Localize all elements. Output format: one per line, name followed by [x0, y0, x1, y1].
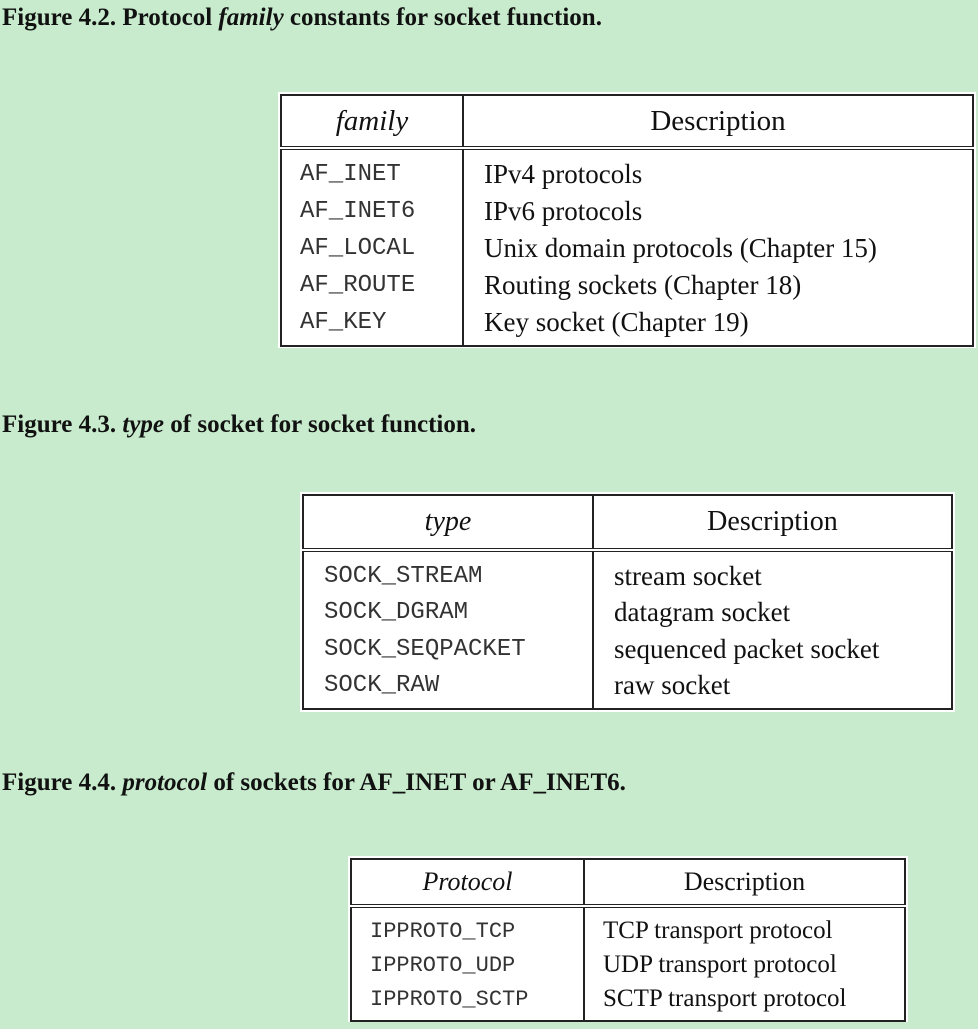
- column-header-type: type: [303, 495, 593, 550]
- caption-prefix: Figure 4.2. Protocol: [2, 4, 219, 31]
- caption-suffix: of sockets for AF_INET or AF_INET6.: [207, 769, 626, 796]
- figure-4-4-caption: [2, 768, 626, 798]
- table-row: [281, 193, 973, 230]
- table-row: [351, 982, 905, 1021]
- column-header-description: Description: [584, 859, 905, 906]
- table-row: [281, 148, 973, 193]
- description-cell: IPv4 protocols: [484, 159, 643, 189]
- constant-cell: SOCK_SEQPACKET: [303, 631, 593, 667]
- column-header-family: family: [281, 95, 463, 148]
- constant-cell: AF_ROUTE: [281, 267, 463, 304]
- constant-cell: AF_LOCAL: [281, 230, 463, 267]
- description-cell: Unix domain protocols (Chapter 15): [484, 233, 877, 263]
- constant-cell: AF_KEY: [281, 304, 463, 346]
- figure-4-2-caption: [2, 3, 602, 33]
- constant-cell: SOCK_STREAM: [303, 550, 593, 595]
- family-constants-table: [278, 92, 976, 348]
- table-row: [303, 667, 952, 709]
- caption-italic: protocol: [122, 769, 208, 796]
- table-row: [351, 906, 905, 948]
- socket-type-table: [300, 492, 955, 712]
- constant-cell: SOCK_RAW: [303, 667, 593, 709]
- description-cell: UDP transport protocol: [603, 951, 837, 978]
- description-cell: sequenced packet socket: [614, 633, 880, 664]
- table-row: [281, 230, 973, 267]
- table-row: [351, 948, 905, 982]
- constant-cell: IPPROTO_UDP: [351, 948, 584, 982]
- description-cell: Routing sockets (Chapter 18): [484, 270, 802, 300]
- caption-prefix: Figure 4.3.: [2, 411, 123, 438]
- constant-cell: AF_INET: [281, 148, 463, 193]
- description-cell: SCTP transport protocol: [603, 985, 847, 1012]
- table-row: [281, 267, 973, 304]
- description-cell: datagram socket: [614, 597, 791, 628]
- column-header-protocol: Protocol: [351, 859, 584, 906]
- constant-cell: IPPROTO_SCTP: [351, 982, 584, 1021]
- table-row: [281, 304, 973, 346]
- protocol-table: [348, 856, 908, 1022]
- constant-cell: IPPROTO_TCP: [351, 906, 584, 948]
- description-cell: Key socket (Chapter 19): [484, 307, 749, 337]
- column-header-description: Description: [463, 95, 973, 148]
- caption-suffix: constants for socket function.: [283, 4, 602, 31]
- caption-italic: family: [218, 4, 284, 31]
- table-row: [303, 595, 952, 631]
- constant-cell: SOCK_DGRAM: [303, 595, 593, 631]
- table-row: [303, 631, 952, 667]
- description-cell: stream socket: [614, 560, 762, 591]
- constant-cell: AF_INET6: [281, 193, 463, 230]
- caption-prefix: Figure 4.4.: [2, 769, 123, 796]
- figure-4-3-caption: [2, 410, 476, 440]
- column-header-description: Description: [593, 495, 952, 550]
- caption-italic: type: [122, 411, 165, 438]
- table-row: [303, 550, 952, 595]
- description-cell: raw socket: [614, 670, 731, 701]
- description-cell: TCP transport protocol: [603, 917, 833, 944]
- caption-suffix: of socket for socket function.: [164, 411, 477, 438]
- description-cell: IPv6 protocols: [484, 196, 643, 226]
